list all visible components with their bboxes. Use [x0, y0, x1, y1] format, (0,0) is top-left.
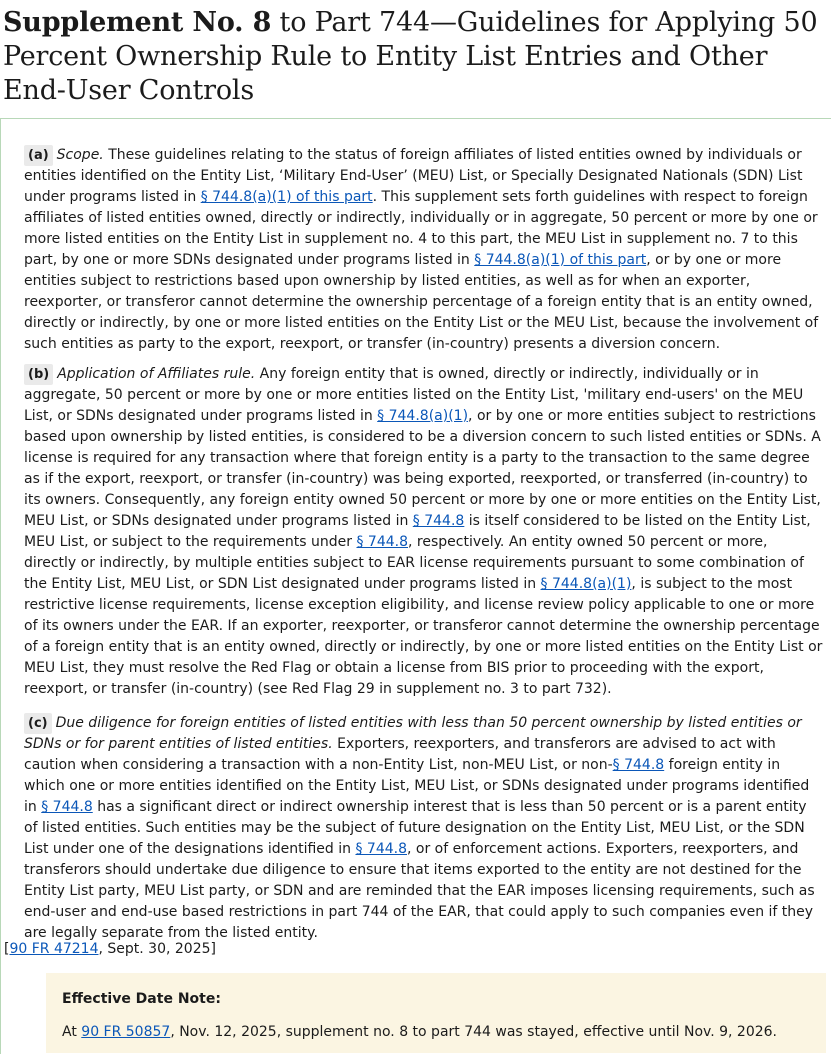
paragraph-label: (a)	[24, 145, 53, 166]
cfr-link[interactable]: § 744.8	[356, 534, 409, 550]
paragraph-text: , or of enforcement actions. Exporters, reexporters, and transferors should undertake due diligence to ensure that items exported to the entity are not destined for the Entity List party, MEU List party, or SDN and are reminded that the EAR imposes licensing requirements, such as end-user and end-use based restrictions in part 744 of the EAR, that could apply to such companies even if they are legally separate from the listed entity.	[24, 841, 815, 941]
cfr-link[interactable]: § 744.8	[355, 841, 407, 857]
paragraph-c	[1, 713, 831, 944]
note-body: , Nov. 12, 2025, supplement no. 8 to part 744 was stayed, effective until Nov. 9, 2026.	[170, 1024, 777, 1040]
paragraph-heading: Application of Affiliates rule.	[57, 366, 256, 382]
paragraph-text: foreign entity in which one or more entities identified on the Entity List, MEU List, or SDNs designated under programs identified in	[24, 757, 810, 815]
cfr-link[interactable]: § 744.8	[612, 757, 665, 773]
cfr-link[interactable]: § 744.8	[41, 799, 93, 815]
paragraph-text: is itself considered to be listed on the Entity List, MEU List, or subject to the requirements under	[24, 513, 811, 550]
federal-register-link[interactable]: 90 FR 47214	[9, 941, 99, 957]
citation-bracket: [	[4, 941, 10, 957]
paragraph-heading: Due diligence for foreign entities of listed entities with less than 50 percent ownership by listed entities or SDNs or for parent entities of listed entities.	[24, 715, 802, 752]
cfr-link[interactable]: § 744.8(a)(1) of this part	[200, 189, 373, 205]
cfr-link[interactable]: § 744.8(a)(1)	[377, 408, 469, 424]
federal-register-link[interactable]: 90 FR 50857	[81, 1024, 171, 1040]
effective-date-note	[46, 973, 826, 1053]
page-title	[0, 0, 831, 108]
note-text	[62, 1024, 777, 1040]
paragraph-a	[1, 145, 831, 355]
paragraph-text: Exporters, reexporters, and transferors are advised to act with caution when considering a transaction with a non-Entity List, non-MEU List, or non-	[24, 736, 776, 773]
paragraph-text: Any foreign entity that is owned, directly or indirectly, individually or in aggregate, 50 percent or more by one or more entities listed on the Entity List, 'military end-users' on the MEU List, or SDNs designated under programs listed in	[24, 366, 804, 424]
citation-date: , Sept. 30, 2025]	[98, 941, 216, 957]
note-title: Effective Date Note:	[62, 991, 221, 1007]
paragraph-text: . This supplement sets forth guidelines with respect to foreign affiliates of listed entities owned, directly or indirectly, individually or in aggregate, 50 percent or more by one or more listed entities on the Entity List in supplement no. 4 to this part, the MEU List in supplement no. 7 to this part, by one or more SDNs designated under programs listed in	[24, 189, 818, 268]
paragraph-text: These guidelines relating to the status of foreign affiliates of listed entities owned by individuals or entities identified on the Entity List, ‘Military End-User’ (MEU) List, or Specially Designated Nationals (SDN) List under programs listed in	[24, 147, 803, 205]
paragraph-text: has a significant direct or indirect ownership interest that is less than 50 percent or is a parent entity of listed entities. Such entities may be the subject of future designation on the Entity List, MEU List, or the SDN List under one of the designations identified in	[24, 799, 807, 857]
cfr-link[interactable]: § 744.8(a)(1) of this part	[474, 252, 647, 268]
note-prefix: At	[62, 1024, 82, 1040]
paragraph-heading: Scope.	[56, 147, 104, 163]
paragraph-text: , or by one or more entities subject to restrictions based upon ownership by listed entities, as well as for when an exporter, reexporter, or transferor cannot determine the ownership percentage of a foreign entity that is an entity owned, directly or indirectly, by one or more listed entities on the Entity List or the MEU List, because the involvement of such entities as party to the export, reexport, or transfer (in-country) presents a diversion concern.	[24, 252, 819, 352]
cfr-link[interactable]: § 744.8	[412, 513, 465, 529]
title-text: to Part 744—Guidelines for Applying 50 Percent Ownership Rule to Entity List Entries and Other End-User Controls	[3, 7, 818, 106]
title-supplement-number: Supplement No. 8	[3, 7, 272, 38]
paragraph-text: , or by one or more entities subject to restrictions based upon ownership by listed entities, is considered to be a diversion concern to such listed entities or SDNs. A license is required for any transaction where that foreign entity is a party to the transaction to the same degree as if the export, reexport, or transfer (in-country) was being exported, reexported, or transferred (in-country) to its owners. Consequently, any foreign entity owned 50 percent or more by one or more entities on the Entity List, MEU List, or SDNs designated under programs listed in	[24, 408, 821, 529]
paragraph-text: , is subject to the most restrictive license requirements, license exception eligibility, and license review policy applicable to one or more of its owners under the EAR. If an exporter, reexporter, or transferor cannot determine the ownership percentage of a foreign entity that is an entity owned, directly or indirectly, by one or more listed entities on the Entity List or MEU List, they must resolve the Red Flag or obtain a license from BIS prior to proceeding with the export, reexport, or transfer (in-country) (see Red Flag 29 in supplement no. 3 to part 732).	[24, 576, 823, 697]
document-body	[0, 118, 831, 1054]
source-citation	[4, 939, 216, 959]
cfr-link[interactable]: § 744.8(a)(1)	[540, 576, 632, 592]
paragraph-label: (b)	[24, 364, 53, 385]
paragraph-b	[1, 364, 831, 700]
paragraph-text: , respectively. An entity owned 50 percent or more, directly or indirectly, by multiple entities subject to EAR license requirements pursuant to some combination of the Entity List, MEU List, or SDN List designated under programs listed in	[24, 534, 804, 592]
paragraph-label: (c)	[24, 713, 52, 734]
